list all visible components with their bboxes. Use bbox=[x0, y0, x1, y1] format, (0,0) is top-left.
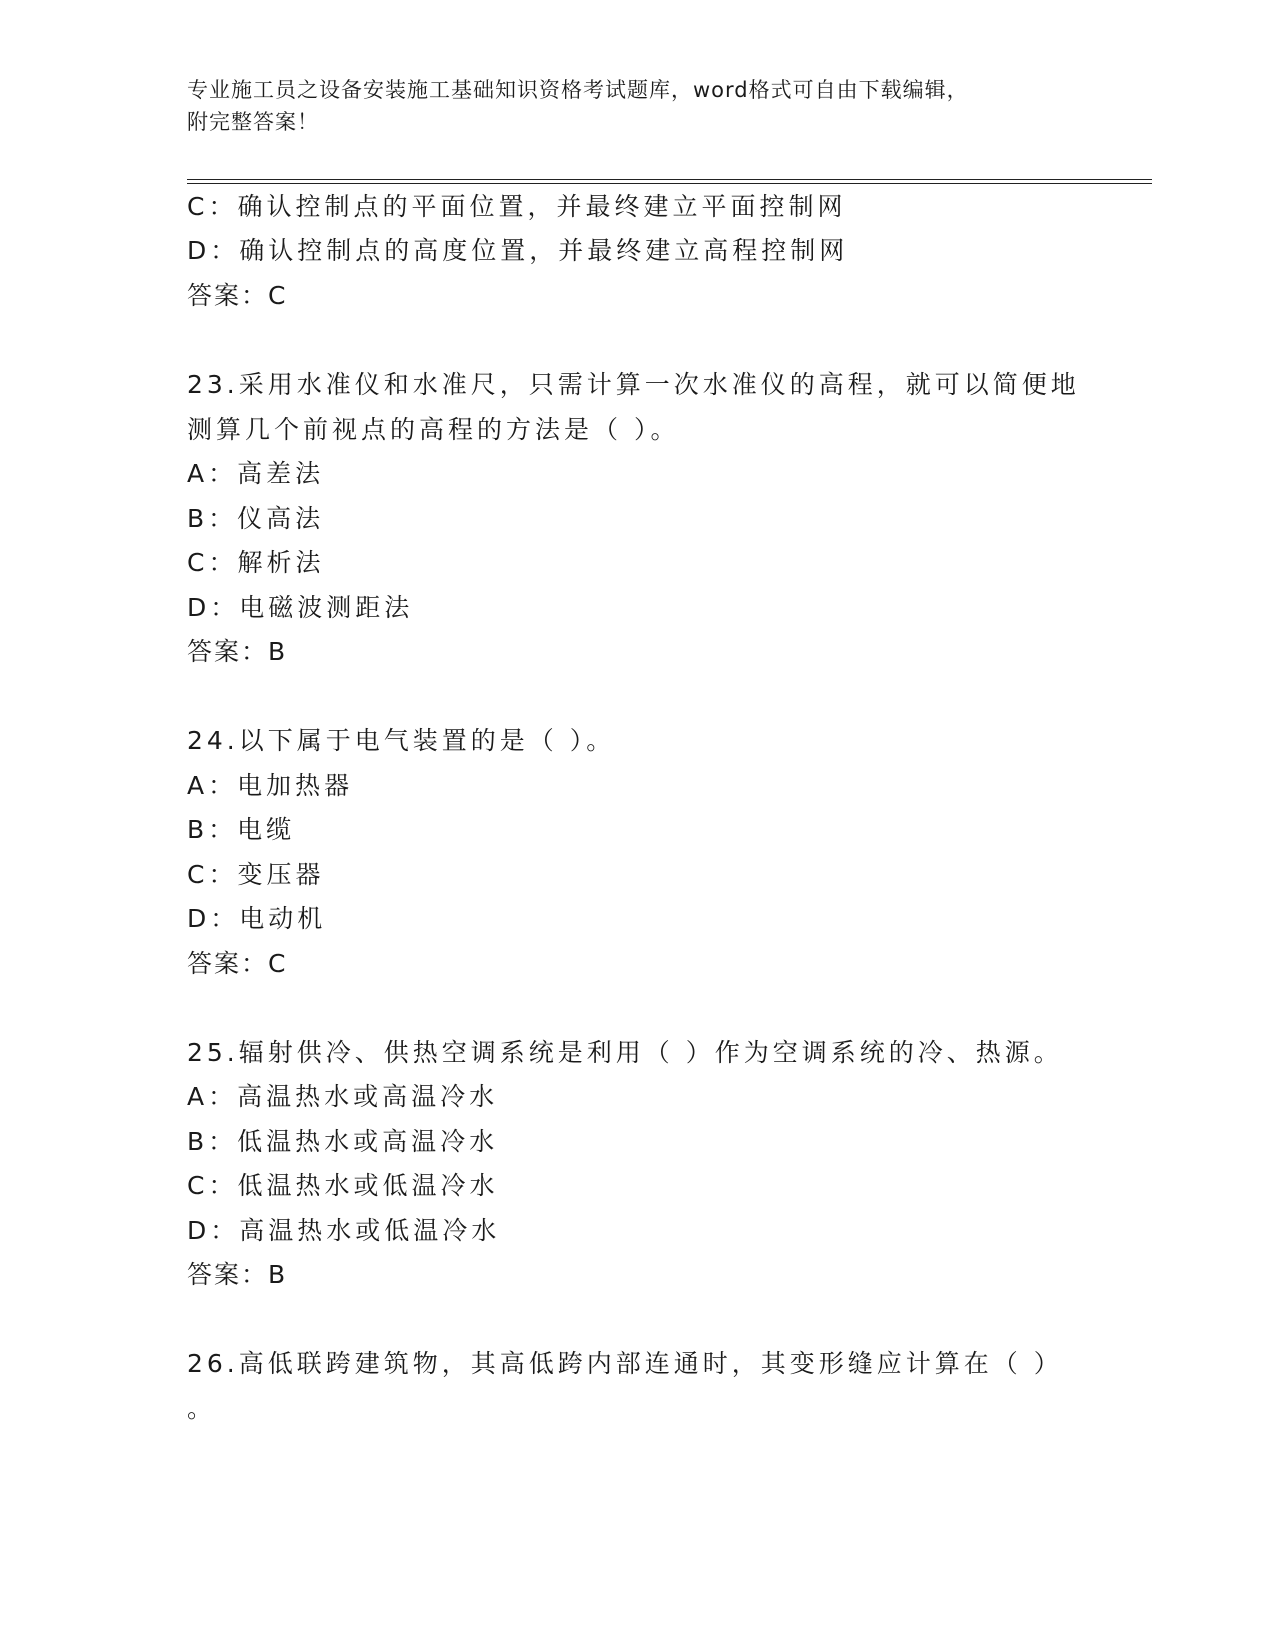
prev-answer: 答案：C bbox=[187, 281, 288, 310]
q23-option-a: A：高差法 bbox=[187, 459, 325, 488]
q25-answer: 答案：B bbox=[187, 1260, 288, 1289]
q23-stem-line-1: 23.采用水准仪和水准尺，只需计算一次水准仪的高程，就可以简便地 bbox=[187, 370, 1080, 399]
q26-stem-line-1: 26.高低联跨建筑物，其高低跨内部连通时，其变形缝应计算在（ ） bbox=[187, 1349, 1063, 1378]
q25-option-c: C：低温热水或低温冷水 bbox=[187, 1171, 499, 1200]
header-line-1: 专业施工员之设备安装施工基础知识资格考试题库，word格式可自由下载编辑， bbox=[187, 78, 969, 102]
q24-stem-line-1: 24.以下属于电气装置的是（ ）。 bbox=[187, 726, 616, 755]
q24-option-b: B：电缆 bbox=[187, 815, 296, 844]
q26-stem-line-2: 。 bbox=[187, 1394, 217, 1423]
q25-option-d: D：高温热水或低温冷水 bbox=[187, 1216, 501, 1245]
q23-option-c: C：解析法 bbox=[187, 548, 325, 577]
prev-option-d: D：确认控制点的高度位置，并最终建立高程控制网 bbox=[187, 236, 849, 265]
q23-option-b: B：仪高法 bbox=[187, 504, 325, 533]
q25-option-b: B：低温热水或高温冷水 bbox=[187, 1127, 499, 1156]
header-rule-top bbox=[187, 179, 1152, 180]
q24-option-d: D：电动机 bbox=[187, 904, 327, 933]
document-header bbox=[187, 74, 1067, 138]
q25-stem-line-1: 25.辐射供冷、供热空调系统是利用（ ）作为空调系统的冷、热源。 bbox=[187, 1038, 1063, 1067]
header-line-2: 附完整答案！ bbox=[187, 110, 319, 134]
q24-answer: 答案：C bbox=[187, 949, 288, 978]
q25-option-a: A：高温热水或高温冷水 bbox=[187, 1082, 499, 1111]
q23-answer: 答案：B bbox=[187, 637, 288, 666]
header-rule-bottom bbox=[187, 183, 1152, 184]
q23-stem-line-2: 测算几个前视点的高程的方法是（ ）。 bbox=[187, 415, 680, 444]
q24-option-a: A：电加热器 bbox=[187, 771, 354, 800]
q24-option-c: C：变压器 bbox=[187, 860, 325, 889]
prev-option-c: C：确认控制点的平面位置，并最终建立平面控制网 bbox=[187, 192, 847, 221]
q23-option-d: D：电磁波测距法 bbox=[187, 593, 414, 622]
